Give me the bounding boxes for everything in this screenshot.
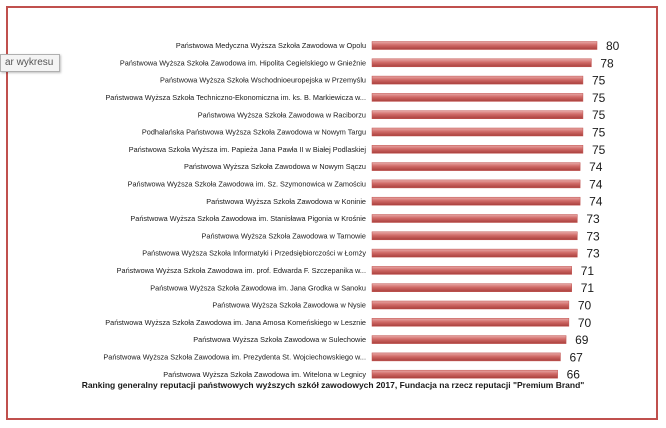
value-label: 74 bbox=[589, 160, 603, 175]
bar bbox=[372, 284, 572, 292]
category-label: Państwowa Wyższa Szkoła Zawodowa w Sulechowie bbox=[193, 335, 366, 345]
category-label: Państwowa Wyższa Szkoła Zawodowa im. Hipolita Cegielskiego w Gnieźnie bbox=[119, 58, 366, 68]
bar bbox=[372, 353, 560, 361]
bar bbox=[372, 163, 580, 171]
chart-area-tooltip: ar wykresu bbox=[0, 54, 60, 72]
value-label: 73 bbox=[586, 212, 600, 226]
category-label: Podhalańska Państwowa Wyższa Szkoła Zawodowa w Nowym Targu bbox=[141, 127, 366, 137]
bar bbox=[372, 59, 591, 67]
bar bbox=[372, 232, 577, 240]
bar bbox=[372, 128, 583, 136]
value-label: 78 bbox=[600, 56, 614, 71]
value-label: 66 bbox=[566, 367, 580, 382]
category-label: Państwowa Wyższa Szkoła Zawodowa im. prof. Edwarda F. Szczepanika w... bbox=[116, 266, 366, 275]
category-label: Państwowa Wyższa Szkoła Zawodowa w Koninie bbox=[206, 196, 366, 206]
bar bbox=[372, 93, 583, 101]
value-label: 73 bbox=[586, 229, 600, 244]
bar bbox=[372, 370, 558, 378]
bar bbox=[372, 145, 583, 153]
category-label: Państwowa Wyższa Szkoła Zawodowa im. Prezydenta St. Wojciechowskiego w... bbox=[103, 352, 366, 362]
category-label: Państwowa Wyższa Szkoła Zawodowa w Raciborzu bbox=[197, 110, 366, 120]
category-label: Państwowa Wyższa Szkoła Zawodowa w Nowym Sączu bbox=[183, 162, 366, 172]
value-label: 75 bbox=[591, 90, 606, 105]
category-label: Państwowa Wyższa Szkoła Wschodnioeuropejska w Przemyślu bbox=[160, 75, 366, 85]
value-label: 74 bbox=[589, 194, 603, 209]
category-label: Państwowa Medyczna Wyższa Szkoła Zawodowa w Opolu bbox=[175, 41, 366, 51]
value-label: 70 bbox=[577, 298, 592, 313]
value-label: 75 bbox=[591, 125, 606, 140]
bar bbox=[372, 197, 580, 205]
category-label: Państwowa Wyższa Szkoła Zawodowa im. Jana Grodka w Sanoku bbox=[150, 283, 366, 293]
bar bbox=[372, 318, 569, 326]
category-label: Państwowa Wyższa Szkoła Techniczno-Ekonomiczna im. ks. B. Markiewicza w... bbox=[105, 93, 366, 102]
bar bbox=[372, 111, 583, 119]
bar bbox=[372, 266, 572, 274]
category-label: Państwowa Wyższa Szkoła Informatyki i Przedsiębiorczości w Łomży bbox=[142, 248, 366, 258]
category-label: Państwowa Wyższa Szkoła Zawodowa im. Stanisława Pigonia w Krośnie bbox=[130, 214, 366, 224]
value-label: 80 bbox=[606, 39, 620, 53]
bar bbox=[372, 215, 577, 223]
category-label: Państwowa Wyższa Szkoła Zawodowa im. Sz. Szymonowica w Zamościu bbox=[127, 179, 366, 189]
value-label: 75 bbox=[591, 73, 606, 88]
bar bbox=[372, 76, 583, 84]
bar bbox=[372, 42, 597, 50]
value-label: 71 bbox=[580, 281, 595, 296]
bar bbox=[372, 301, 569, 309]
category-label: Państwowa Wyższa Szkoła Zawodowa im. Witelona w Legnicy bbox=[163, 369, 366, 379]
category-label: Państwowa Wyższa Szkoła Zawodowa w Tarnowie bbox=[201, 231, 366, 241]
bar bbox=[372, 249, 577, 257]
value-label: 69 bbox=[575, 333, 589, 348]
chart-caption: Ranking generalny reputacji państwowych wyższych szkół zawodowych 2017, Fundacja na rzecz reputacji "Premium Brand" bbox=[81, 380, 585, 390]
category-label: Państwowa Wyższa Szkoła Zawodowa im. Jana Amosa Komeńskiego w Lesznie bbox=[105, 317, 366, 327]
category-label: Państwowa Szkoła Wyższa im. Papieża Jana Pawła II w Białej Podlaskiej bbox=[128, 144, 366, 154]
value-label: 67 bbox=[569, 350, 583, 365]
bar bbox=[372, 336, 566, 344]
category-label: Państwowa Wyższa Szkoła Zawodowa w Nysie bbox=[212, 300, 366, 310]
value-label: 75 bbox=[591, 142, 606, 157]
value-label: 70 bbox=[577, 315, 592, 330]
value-label: 73 bbox=[586, 246, 600, 261]
value-label: 75 bbox=[591, 108, 606, 123]
value-label: 71 bbox=[580, 263, 595, 278]
value-label: 74 bbox=[589, 177, 603, 192]
bar bbox=[372, 180, 580, 188]
